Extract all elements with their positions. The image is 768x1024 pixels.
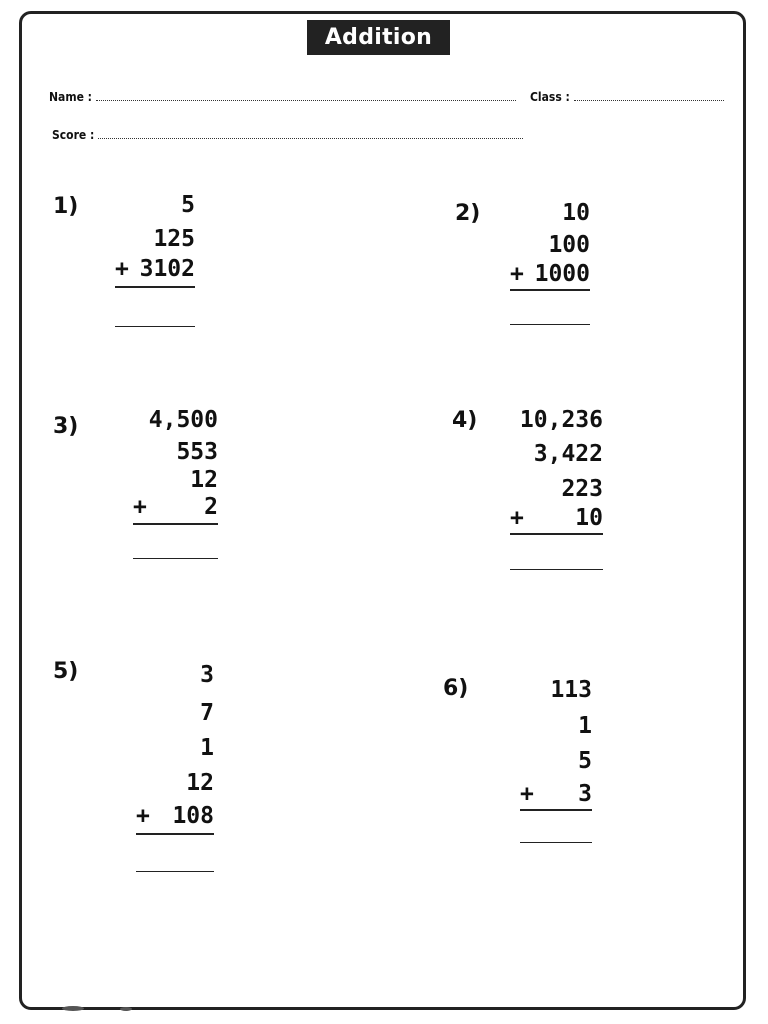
answer-line[interactable] [510, 569, 603, 570]
addend-with-operator: + 3102 [115, 256, 195, 282]
problem-5 [136, 664, 214, 835]
class-blank[interactable] [574, 91, 724, 101]
class-label: Class : [530, 90, 570, 104]
plus-sign: + [115, 256, 129, 282]
addend-with-operator: + 1000 [510, 261, 590, 287]
answer-line[interactable] [133, 558, 218, 559]
addend: 3,422 [533, 441, 603, 467]
addend: 10,236 [519, 407, 603, 433]
addend: 5 [181, 192, 195, 218]
problem-3 [133, 409, 218, 525]
addend: 3 [200, 662, 214, 688]
addend: 7 [200, 700, 214, 726]
addend: 4,500 [148, 407, 218, 433]
sum-line [510, 533, 603, 535]
problem-2 [510, 202, 590, 291]
addend: 12 [186, 770, 214, 796]
answer-line[interactable] [510, 324, 590, 325]
name-blank[interactable] [96, 91, 516, 101]
worksheet-border [19, 11, 746, 1010]
problem-1-label: 1) [53, 194, 79, 219]
addend-with-operator: + 10 [510, 505, 603, 531]
plus-sign: + [510, 261, 524, 287]
class-field [530, 90, 724, 104]
sum-line [510, 289, 590, 291]
addend: 5 [578, 748, 592, 774]
answer-line[interactable] [115, 326, 195, 327]
addend: 553 [176, 439, 218, 465]
print-smudge [120, 1007, 132, 1011]
sum-line [520, 809, 592, 811]
problem-4 [510, 409, 603, 535]
addend-with-operator: + 2 [133, 494, 218, 520]
plus-sign: + [520, 781, 534, 807]
addend: 113 [550, 677, 592, 703]
sum-line [136, 833, 214, 835]
problem-6 [520, 679, 592, 811]
name-label: Name : [49, 90, 92, 104]
addend: 1 [578, 713, 592, 739]
worksheet-title: Addition [307, 20, 450, 55]
problem-1 [115, 194, 195, 288]
problem-2-label: 2) [455, 201, 481, 226]
problem-5-label: 5) [53, 659, 79, 684]
sum-line [133, 523, 218, 525]
addend: 100 [548, 232, 590, 258]
sum-line [115, 286, 195, 288]
addend: 10 [562, 200, 590, 226]
plus-sign: + [510, 505, 524, 531]
print-smudge [62, 1006, 84, 1011]
addend: 12 [190, 467, 218, 493]
score-blank[interactable] [98, 129, 523, 139]
plus-sign: + [133, 494, 147, 520]
answer-line[interactable] [520, 842, 592, 843]
addend: 1 [200, 735, 214, 761]
name-field [49, 90, 516, 104]
problem-6-label: 6) [443, 676, 469, 701]
addend-with-operator: + 3 [520, 781, 592, 807]
addend: 223 [561, 476, 603, 502]
score-field [52, 128, 523, 142]
score-label: Score : [52, 128, 95, 142]
addend-with-operator: + 108 [136, 803, 214, 829]
addend: 125 [153, 226, 195, 252]
problem-4-label: 4) [452, 408, 478, 433]
problem-3-label: 3) [53, 414, 79, 439]
answer-line[interactable] [136, 871, 214, 872]
plus-sign: + [136, 803, 150, 829]
